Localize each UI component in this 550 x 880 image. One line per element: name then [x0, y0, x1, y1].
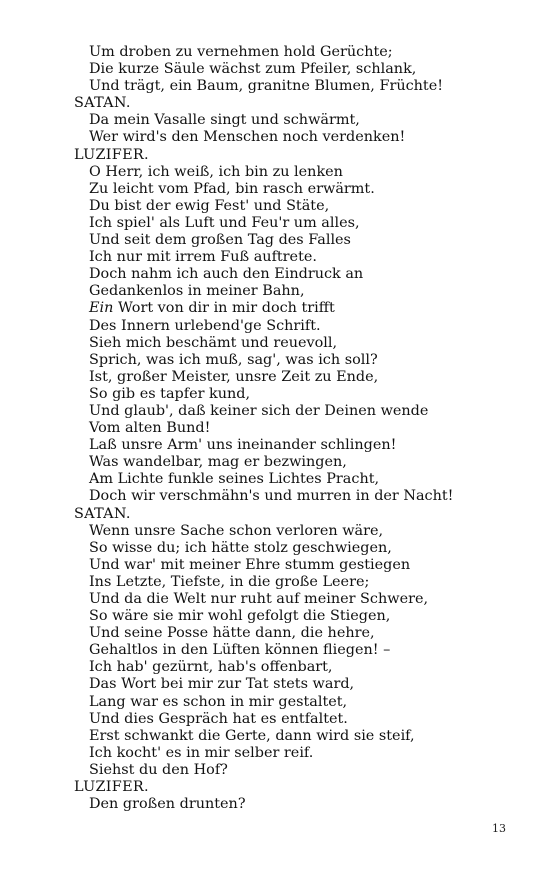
speaker-label: SATAN.	[74, 95, 131, 112]
verse-line: Ich kocht' es in mir selber reif.	[89, 744, 314, 761]
verse-line: So wäre sie mir wohl gefolgt die Stiegen,	[89, 608, 391, 625]
verse-line: Die kurze Säule wächst zum Pfeiler, schlank,	[89, 61, 417, 78]
verse-line: Ich hab' gezürnt, hab's offenbart,	[89, 659, 333, 676]
verse-line: Was wandelbar, mag er bezwingen,	[89, 454, 347, 471]
verse-line: Ich nur mit irrem Fuß auftrete.	[89, 249, 317, 266]
verse-line: Den großen drunten?	[89, 796, 246, 813]
verse-line: Und war' mit meiner Ehre stumm gestiegen	[89, 556, 411, 573]
page-number: 13	[492, 822, 506, 835]
verse-line	[74, 300, 494, 317]
verse-line: Vom alten Bund!	[89, 420, 211, 437]
verse-line: Und trägt, ein Baum, granitne Blumen, Früchte!	[89, 78, 443, 95]
verse-line: Du bist der ewig Fest' und Stäte,	[89, 197, 330, 214]
emphasized-word: Ein	[89, 300, 114, 317]
verse-line: Siehst du den Hof?	[89, 761, 228, 778]
verse-line: Laß unsre Arm' uns ineinander schlingen!	[89, 437, 397, 454]
verse-line: Und glaub', daß keiner sich der Deinen wende	[89, 402, 429, 419]
verse-line: Doch nahm ich auch den Eindruck an	[89, 266, 364, 283]
speaker-label: SATAN.	[74, 505, 131, 522]
verse-line: O Herr, ich weiß, ich bin zu lenken	[89, 163, 343, 180]
verse-line: Zu leicht vom Pfad, bin rasch erwärmt.	[89, 180, 375, 197]
verse-line: Ins Letzte, Tiefste, in die große Leere;	[89, 573, 370, 590]
verse-line: Und seine Posse hätte dann, die hehre,	[89, 625, 375, 642]
verse-line: Und dies Gespräch hat es entfaltet.	[89, 710, 348, 727]
verse-line: Sieh mich beschämt und reuevoll,	[89, 334, 338, 351]
speaker-label: LUZIFER.	[74, 146, 149, 163]
verse-line: Um droben zu vernehmen hold Gerüchte;	[89, 44, 393, 60]
verse-line: Da mein Vasalle singt und schwärmt,	[89, 112, 360, 129]
verse-line: So gib es tapfer kund,	[89, 385, 251, 402]
verse-line: Und seit dem großen Tag des Falles	[89, 232, 351, 249]
verse-line: Ich spiel' als Luft und Feu'r um alles,	[89, 214, 360, 231]
verse-line: Lang war es schon in mir gestaltet,	[89, 693, 348, 710]
verse-line: Wer wird's den Menschen noch verdenken!	[89, 129, 406, 146]
verse-line: Und da die Welt nur ruht auf meiner Schwere,	[89, 591, 429, 607]
verse-line: Am Lichte funkle seines Lichtes Pracht,	[89, 471, 380, 488]
verse-line: So wisse du; ich hätte stolz geschwiegen,	[89, 539, 392, 556]
verse-line: Doch wir verschmähn's und murren in der Nacht!	[89, 488, 454, 505]
verse-line: Gedankenlos in meiner Bahn,	[89, 283, 305, 300]
verse-line: Erst schwankt die Gerte, dann wird sie steif,	[89, 727, 415, 744]
verse-line-text: Wort von dir in mir doch trifft	[113, 300, 335, 317]
speaker-label: LUZIFER.	[74, 779, 149, 796]
verse-line: Das Wort bei mir zur Tat stets ward,	[89, 676, 355, 693]
verse-line: Gehaltlos in den Lüften können fliegen! –	[89, 642, 391, 659]
verse-line: Wenn unsre Sache schon verloren wäre,	[89, 522, 384, 539]
verse-line: Des Innern urlebend'ge Schrift.	[89, 317, 321, 334]
verse-line: Ist, großer Meister, unsre Zeit zu Ende,	[89, 368, 379, 385]
verse-text-block	[74, 44, 494, 813]
verse-line: Sprich, was ich muß, sag', was ich soll?	[89, 351, 378, 368]
